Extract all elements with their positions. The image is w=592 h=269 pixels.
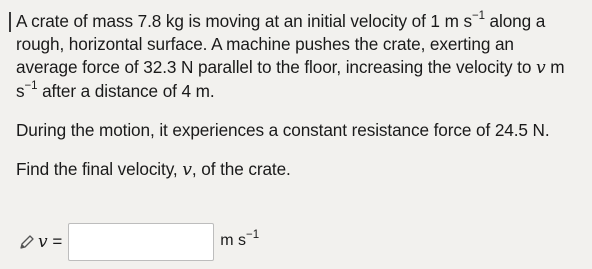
- question-paragraph-3: [16, 158, 576, 182]
- answer-row: [18, 221, 259, 263]
- text-segment: , of the crate.: [191, 159, 291, 179]
- answer-unit: [220, 228, 260, 250]
- unit-base: m s: [220, 232, 247, 249]
- exponent: −1: [471, 10, 485, 23]
- text-segment: Find the final velocity,: [16, 159, 183, 179]
- exponent: −1: [24, 80, 38, 93]
- variable-v: v: [182, 160, 192, 180]
- text-segment: m s: [16, 57, 565, 101]
- unit-exponent: −1: [246, 228, 260, 241]
- selection-edge: [9, 12, 11, 32]
- answer-label: [38, 232, 62, 252]
- answer-input[interactable]: [68, 223, 214, 261]
- variable-v: v: [535, 58, 546, 78]
- question-paragraph-2: During the motion, it experiences a constant resistance force of 24.5 N.: [16, 120, 550, 140]
- question-paragraph-1: [16, 10, 576, 103]
- text-segment: after a distance of 4 m.: [37, 81, 215, 101]
- text-segment: A crate of mass 7.8 kg is moving at an initial velocity of 1 m s: [16, 11, 472, 31]
- pencil-icon: [18, 233, 36, 251]
- text-segment: along a rough, horizontal surface. A machine pushes the crate, exerting an average force of 32.3 N parallel to the floor, increasing the velocity to: [16, 11, 546, 77]
- equals-sign: =: [47, 232, 63, 251]
- variable-v: v: [38, 232, 48, 252]
